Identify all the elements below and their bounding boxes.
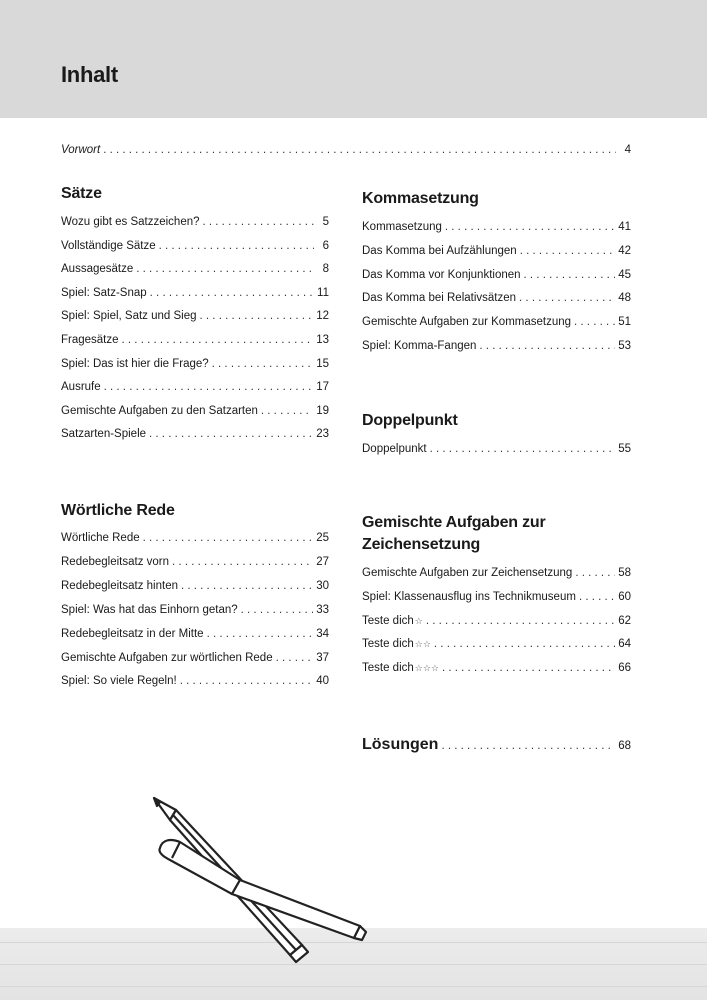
- toc-entry-page: 37: [316, 651, 329, 664]
- toc-entry[interactable]: [61, 674, 329, 688]
- toc-entry-page: 48: [618, 292, 631, 305]
- toc-leader-dots: [200, 309, 314, 323]
- toc-entry[interactable]: [61, 531, 329, 545]
- toc-entry-label: Spiel: So viele Regeln!: [61, 675, 177, 688]
- toc-entry-page: 42: [618, 244, 631, 257]
- toc-entry[interactable]: [362, 661, 631, 675]
- toc-entry-loesungen[interactable]: [362, 736, 631, 754]
- toc-entry[interactable]: [61, 262, 329, 276]
- toc-entry-label: Spiel: Klassenausflug ins Technikmuseum: [362, 590, 576, 603]
- toc-entry-page: 30: [316, 579, 329, 592]
- toc-entry-label: Vollständige Sätze: [61, 239, 156, 252]
- toc-leader-dots: [207, 627, 314, 641]
- toc-entry-label: Teste dich: [362, 614, 414, 627]
- toc-entry-label: Redebegleitsatz hinten: [61, 579, 178, 592]
- toc-leader-dots: [150, 286, 314, 300]
- difficulty-star-icon: ☆☆: [414, 639, 431, 650]
- toc-entry-page: 40: [316, 675, 329, 688]
- toc-leader-dots: [574, 315, 615, 329]
- toc-entry-page: 12: [316, 310, 329, 323]
- toc-entry-page: 33: [316, 603, 329, 616]
- toc-entry-label: Gemischte Aufgaben zur wörtlichen Rede: [61, 651, 273, 664]
- toc-entry-page: 5: [322, 216, 329, 228]
- floor-grain-line: [0, 986, 707, 987]
- toc-entry-label: Lösungen: [362, 736, 439, 753]
- toc-leader-dots: [426, 614, 615, 628]
- toc-entry-page: 53: [618, 340, 631, 352]
- toc-entry[interactable]: [61, 579, 329, 593]
- pencil-and-pen-icon: [140, 790, 375, 965]
- page-title: Inhalt: [61, 62, 118, 87]
- toc-entry-page: 62: [618, 614, 631, 627]
- toc-entry-label: Wörtliche Rede: [61, 532, 140, 544]
- toc-entry[interactable]: [61, 380, 329, 394]
- toc-entry-page: 6: [322, 239, 329, 252]
- toc-entry-page: 60: [618, 590, 631, 603]
- toc-entry-label: Aussagesätze: [61, 263, 134, 276]
- section-title-gemischt-line2: Zeichensetzung: [362, 536, 481, 553]
- page-header: [0, 0, 707, 118]
- toc-entry[interactable]: [61, 555, 329, 569]
- toc-leader-dots: [212, 357, 314, 371]
- toc-leader-dots: [276, 651, 314, 665]
- toc-entry-label: Vorwort: [61, 144, 101, 156]
- toc-entry[interactable]: [362, 244, 631, 258]
- toc-entry-label: Redebegleitsatz vorn: [61, 555, 170, 568]
- toc-leader-dots: [430, 442, 616, 456]
- toc-entry[interactable]: [362, 220, 631, 234]
- toc-entry-page: 55: [618, 443, 631, 455]
- toc-leader-dots: [579, 590, 615, 604]
- toc-leader-dots: [434, 637, 615, 651]
- toc-entry[interactable]: [61, 357, 329, 371]
- toc-entry[interactable]: [61, 309, 329, 323]
- toc-entry-label: Gemischte Aufgaben zur Zeichensetzung: [362, 567, 573, 579]
- toc-entry-label: Das Komma vor Konjunktionen: [362, 268, 521, 281]
- toc-leader-dots: [261, 404, 313, 418]
- toc-entry-page: 45: [618, 268, 631, 281]
- toc-entry-page: 68: [618, 740, 631, 752]
- toc-entry-page: 58: [618, 567, 631, 579]
- toc-leader-dots: [241, 603, 314, 617]
- toc-entry-page: 66: [618, 662, 631, 675]
- toc-entry-label: Ausrufe: [61, 381, 101, 394]
- toc-entry[interactable]: [362, 566, 631, 580]
- toc-entry-label: Das Komma bei Aufzählungen: [362, 244, 517, 257]
- toc-entry[interactable]: [362, 442, 631, 456]
- toc-entry-page: 4: [624, 144, 631, 156]
- section-title-woertliche-rede: Wörtliche Rede: [61, 502, 175, 519]
- toc-entry[interactable]: [61, 651, 329, 665]
- toc-leader-dots: [203, 215, 314, 229]
- toc-entry[interactable]: [61, 333, 329, 347]
- toc-entry[interactable]: [362, 614, 631, 628]
- toc-entry-label: Das Komma bei Relativsätzen: [362, 292, 517, 305]
- section-title-doppelpunkt: Doppelpunkt: [362, 412, 458, 429]
- toc-leader-dots: [136, 262, 314, 276]
- toc-entry-page: 51: [618, 316, 631, 329]
- toc-entry-label: Fragesätze: [61, 334, 119, 346]
- toc-entry-label: Spiel: Spiel, Satz und Sieg: [61, 310, 197, 323]
- toc-entry[interactable]: [362, 637, 631, 651]
- toc-entry-label: Gemischte Aufgaben zu den Satzarten: [61, 404, 258, 417]
- toc-leader-dots: [442, 661, 615, 675]
- toc-leader-dots: [519, 291, 615, 305]
- difficulty-star-icon: ☆☆☆: [414, 663, 439, 674]
- toc-leader-dots: [104, 380, 314, 394]
- toc-entry[interactable]: [61, 404, 329, 418]
- toc-leader-dots: [103, 143, 616, 157]
- toc-leader-dots: [441, 737, 615, 755]
- toc-leader-dots: [520, 244, 615, 258]
- toc-entry-label: Teste dich: [362, 638, 414, 651]
- toc-leader-dots: [479, 339, 615, 353]
- toc-entry-page: 19: [316, 404, 329, 417]
- toc-entry-label: Spiel: Satz-Snap: [61, 286, 147, 299]
- section-title-saetze: Sätze: [61, 185, 102, 202]
- section-title-gemischt-line1: Gemischte Aufgaben zur: [362, 514, 546, 531]
- toc-leader-dots: [524, 268, 616, 282]
- toc-entry[interactable]: [362, 315, 631, 329]
- difficulty-star-icon: ☆: [414, 615, 423, 626]
- toc-entry[interactable]: [61, 239, 329, 253]
- toc-leader-dots: [181, 579, 313, 593]
- toc-leader-dots: [143, 531, 314, 545]
- toc-entry[interactable]: [61, 603, 329, 617]
- toc-entry-label: Doppelpunkt: [362, 443, 427, 455]
- section-title-kommasetzung: Kommasetzung: [362, 190, 479, 207]
- toc-leader-dots: [445, 220, 615, 234]
- toc-entry[interactable]: [362, 590, 631, 604]
- toc-leader-dots: [122, 333, 314, 347]
- toc-entry-label: Spiel: Was hat das Einhorn getan?: [61, 603, 238, 616]
- toc-entry[interactable]: [362, 268, 631, 282]
- toc-entry-page: 11: [317, 286, 329, 299]
- toc-entry-page: 8: [322, 263, 329, 276]
- toc-entry-page: 17: [316, 381, 329, 394]
- toc-entry-label: Satzarten-Spiele: [61, 428, 147, 441]
- toc-entry[interactable]: [61, 215, 329, 229]
- toc-leader-dots: [180, 674, 313, 688]
- toc-entry-page: 15: [316, 357, 329, 370]
- toc-entry[interactable]: [362, 291, 631, 305]
- toc-entry-page: 64: [618, 638, 631, 651]
- toc-entry-label: Teste dich: [362, 662, 414, 675]
- toc-leader-dots: [159, 239, 314, 253]
- toc-entry[interactable]: [61, 286, 329, 300]
- toc-leader-dots: [575, 566, 615, 580]
- toc-entry-label: Spiel: Das ist hier die Frage?: [61, 357, 209, 370]
- toc-entry-page: 23: [316, 428, 329, 441]
- toc-entry-page: 27: [316, 555, 329, 568]
- toc-entry[interactable]: [61, 427, 329, 441]
- toc-entry-page: 41: [618, 221, 631, 233]
- toc-entry-label: Wozu gibt es Satzzeichen?: [61, 216, 200, 228]
- toc-entry-vorwort[interactable]: [61, 143, 631, 157]
- toc-entry-label: Gemischte Aufgaben zur Kommasetzung: [362, 316, 572, 329]
- toc-entry[interactable]: [61, 627, 329, 641]
- toc-entry-label: Kommasetzung: [362, 221, 442, 233]
- toc-leader-dots: [149, 427, 313, 441]
- toc-entry-page: 13: [316, 334, 329, 346]
- toc-entry-page: 34: [316, 627, 329, 640]
- toc-entry[interactable]: [362, 339, 631, 353]
- toc-entry-label: Spiel: Komma-Fangen: [362, 340, 477, 352]
- toc-entry-label: Redebegleitsatz in der Mitte: [61, 627, 204, 640]
- toc-leader-dots: [172, 555, 313, 569]
- toc-entry-page: 25: [316, 532, 329, 544]
